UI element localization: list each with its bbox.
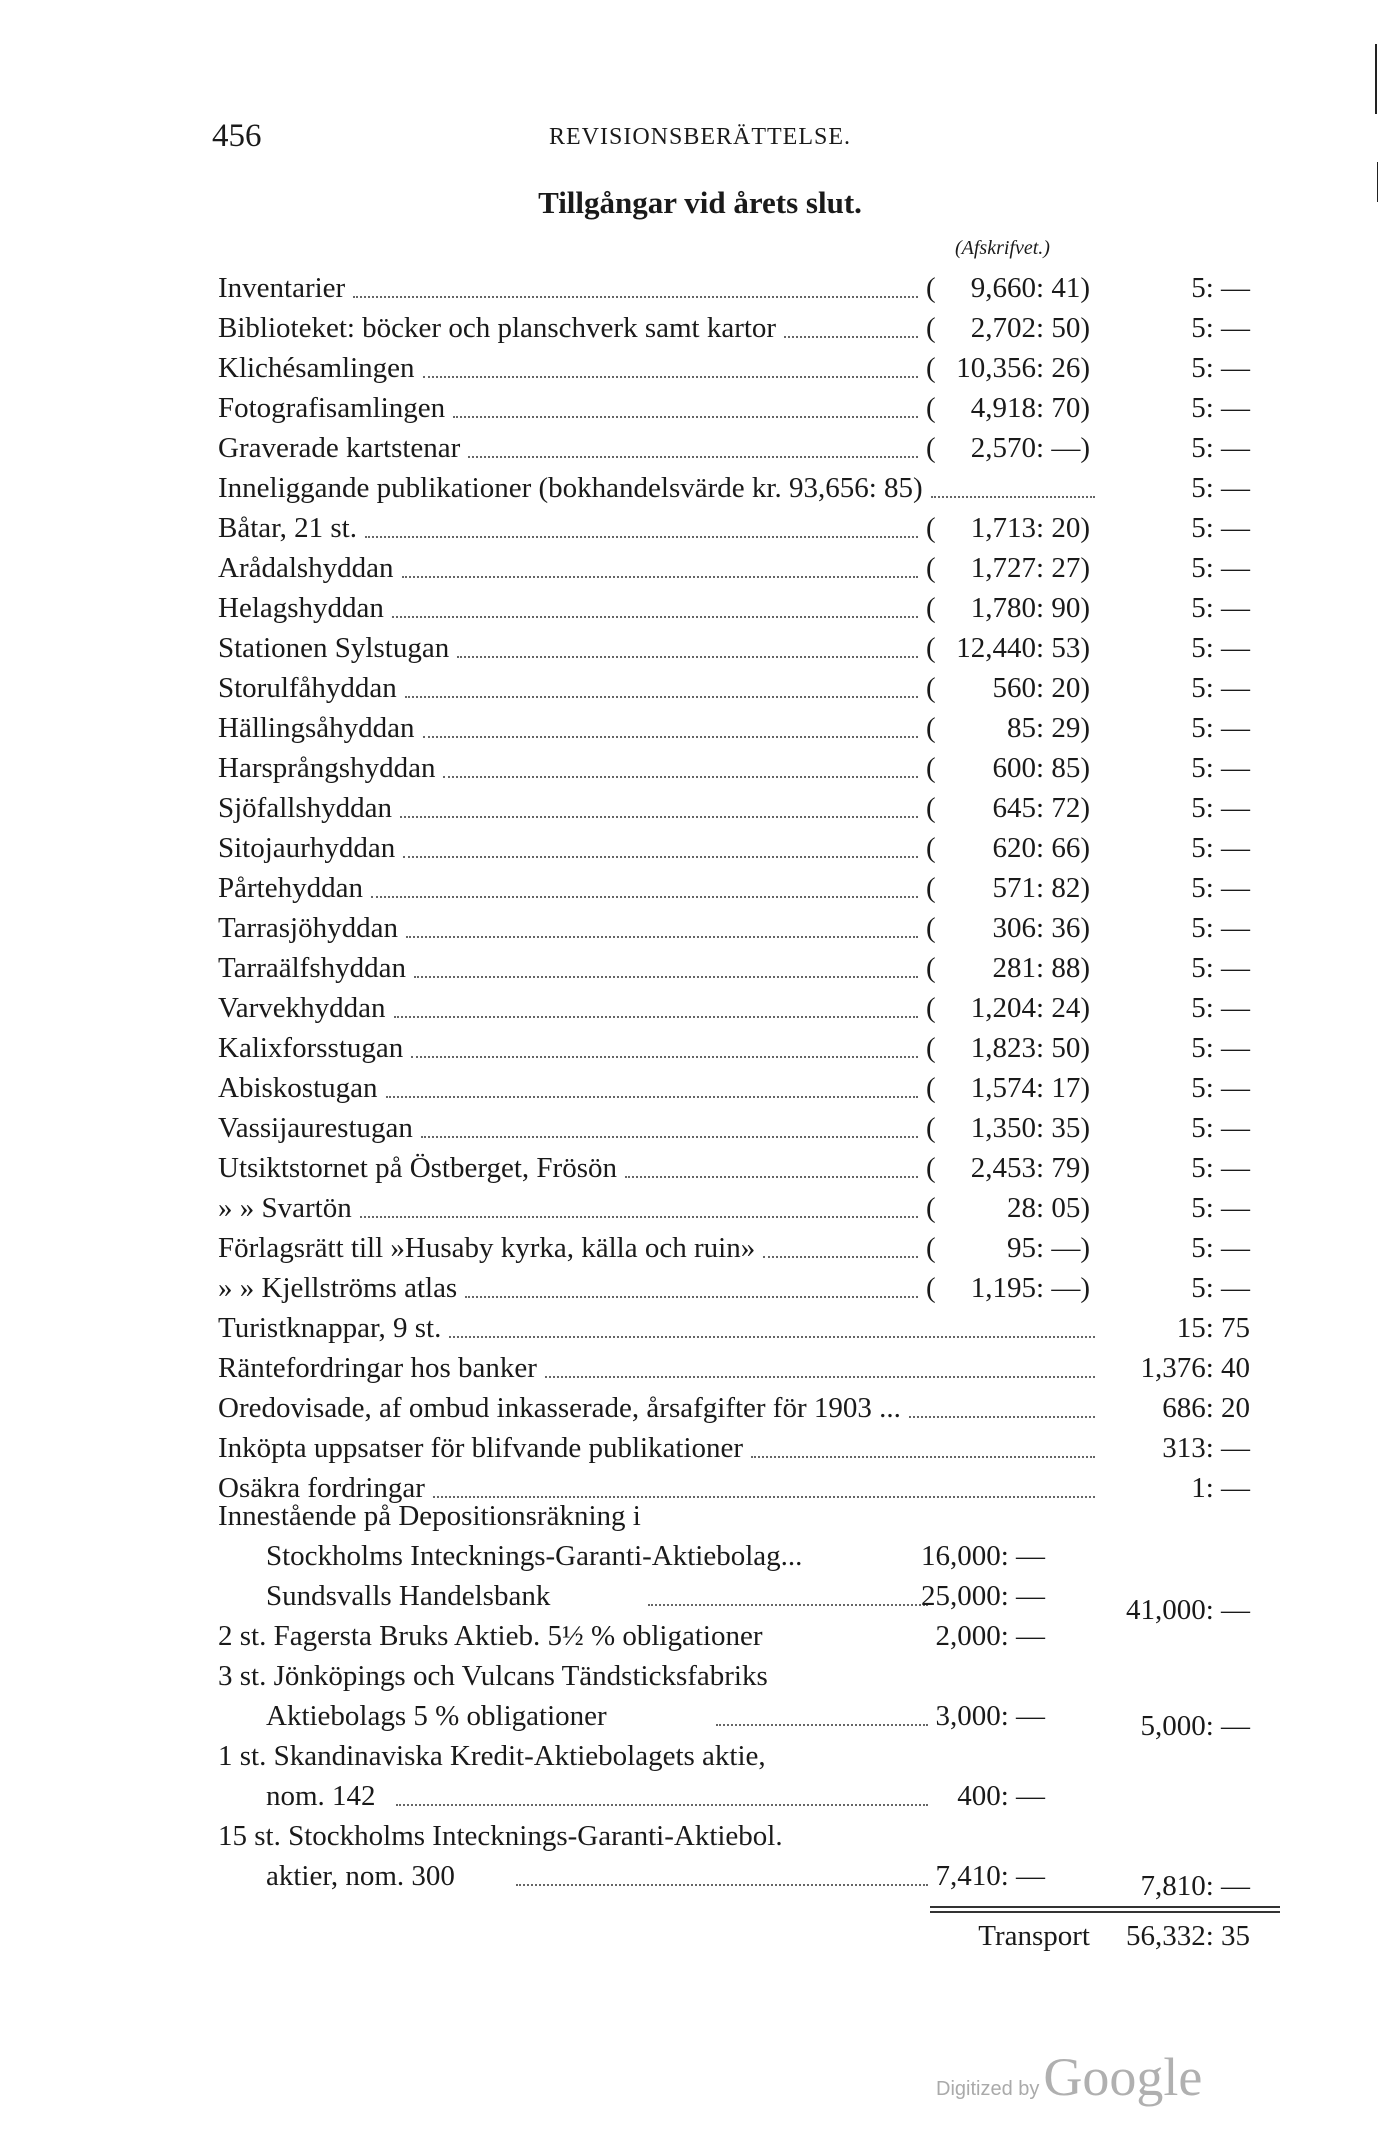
paren-open: (	[926, 1072, 936, 1104]
asset-row	[0, 1348, 1400, 1388]
share-skandinaviska-amount: 400: —	[957, 1780, 1045, 1812]
paren-open: (	[926, 1152, 936, 1184]
asset-row	[0, 508, 1400, 548]
paren-open: (	[926, 432, 936, 464]
sum-rule	[930, 1906, 1280, 1908]
asset-row	[0, 308, 1400, 348]
asset-label: Varvekhyddan	[218, 992, 386, 1024]
asset-label: Sitojaurhyddan	[218, 832, 396, 864]
leader-dots	[403, 856, 918, 858]
book-value: 5: —	[1191, 792, 1250, 824]
book-value: 5: —	[1191, 392, 1250, 424]
leader-dots	[457, 656, 918, 658]
book-value: 5: —	[1191, 512, 1250, 544]
written-off-value: 281: 88)	[992, 952, 1090, 984]
asset-row	[0, 668, 1400, 708]
asset-label: Abiskostugan	[218, 1072, 378, 1104]
book-value: 5: —	[1191, 752, 1250, 784]
leader-dots	[400, 816, 918, 818]
written-off-value: 620: 66)	[992, 832, 1090, 864]
written-off-value: 571: 82)	[992, 872, 1090, 904]
leader-dots	[468, 456, 918, 458]
book-value: 5: —	[1191, 1112, 1250, 1144]
bond-line-2	[0, 1656, 1400, 1696]
paren-open: (	[926, 1192, 936, 1224]
asset-label: Tarraälfshyddan	[218, 952, 406, 984]
asset-row	[0, 348, 1400, 388]
asset-label: Biblioteket: böcker och planschverk samt kartor	[218, 312, 777, 344]
asset-row	[0, 1428, 1400, 1468]
book-value: 5: —	[1191, 712, 1250, 744]
written-off-value: 9,660: 41)	[970, 272, 1090, 304]
share-skandinaviska: 1 st. Skandinaviska Kredit-Aktiebolagets aktie,	[218, 1740, 766, 1772]
leader-dots	[414, 976, 918, 978]
book-value: 5: —	[1191, 472, 1250, 504]
asset-label: Arådalshyddan	[218, 552, 394, 584]
book-value: 5: —	[1191, 872, 1250, 904]
transport-label: Transport	[978, 1920, 1090, 1952]
leader-dots	[931, 496, 1095, 498]
leader-dots	[909, 1416, 1095, 1418]
share-stockholms-amount: 7,410: —	[935, 1860, 1045, 1892]
deposit-bank-2: Sundsvalls Handelsbank	[266, 1580, 551, 1612]
share-stockholms-nom: aktier, nom. 300	[266, 1860, 455, 1892]
paren-open: (	[926, 792, 936, 824]
asset-label: Räntefordringar hos banker	[218, 1352, 537, 1384]
asset-row	[0, 428, 1400, 468]
asset-label: Osäkra fordringar	[218, 1472, 425, 1504]
written-off-value: 1,195: —)	[970, 1272, 1090, 1304]
paren-open: (	[926, 872, 936, 904]
paren-open: (	[926, 1112, 936, 1144]
section-title: Tillgångar vid årets slut.	[538, 185, 862, 220]
book-value: 313: —	[1162, 1432, 1250, 1464]
paren-open: (	[926, 632, 936, 664]
scan-edge-line	[1375, 44, 1377, 114]
deposit-heading-row	[0, 1496, 1400, 1536]
bond-fagersta: 2 st. Fagersta Bruks Aktieb. 5½ % obligationer	[218, 1620, 763, 1652]
google-logo: Google	[1043, 2047, 1203, 2107]
written-off-value: 1,204: 24)	[970, 992, 1090, 1024]
bond-jonkoping: 3 st. Jönköpings och Vulcans Tändsticksfabriks	[218, 1660, 768, 1692]
paren-open: (	[926, 312, 936, 344]
asset-row	[0, 948, 1400, 988]
asset-row	[0, 588, 1400, 628]
paren-open: (	[926, 952, 936, 984]
share-skandinaviska-nom: nom. 142	[266, 1780, 376, 1812]
paren-open: (	[926, 592, 936, 624]
page-number: 456	[212, 118, 262, 154]
book-value: 5: —	[1191, 1232, 1250, 1264]
asset-label: Helagshyddan	[218, 592, 384, 624]
asset-row	[0, 828, 1400, 868]
shares-total-row	[0, 1866, 1400, 1906]
leader-dots	[449, 1336, 1095, 1338]
written-off-value: 1,727: 27)	[970, 552, 1090, 584]
written-off-value: 1,823: 50)	[970, 1032, 1090, 1064]
leader-dots	[545, 1376, 1095, 1378]
asset-label: Harsprångshyddan	[218, 752, 436, 784]
bond-fagersta-amount: 2,000: —	[935, 1620, 1045, 1652]
leader-dots	[392, 616, 918, 618]
bond-line-1	[0, 1616, 1400, 1656]
bond-jonkoping-amount: 3,000: —	[935, 1700, 1045, 1732]
asset-row	[0, 1388, 1400, 1428]
shares-total: 7,810: —	[1140, 1870, 1250, 1902]
leader-dots	[396, 1804, 928, 1806]
asset-row	[0, 788, 1400, 828]
book-value: 5: —	[1191, 1032, 1250, 1064]
paren-open: (	[926, 992, 936, 1024]
sum-rule-2	[930, 1911, 1280, 1913]
book-value: 1: —	[1191, 1472, 1250, 1504]
asset-row	[0, 908, 1400, 948]
asset-row	[0, 988, 1400, 1028]
written-off-value: 1,713: 20)	[970, 512, 1090, 544]
leader-dots	[751, 1456, 1095, 1458]
asset-label: Oredovisade, af ombud inkasserade, årsafgifter för 1903 ...	[218, 1392, 901, 1424]
asset-row	[0, 1268, 1400, 1308]
asset-label: Tarrasjöhyddan	[218, 912, 398, 944]
written-off-value: 600: 85)	[992, 752, 1090, 784]
book-value: 5: —	[1191, 592, 1250, 624]
asset-label: Hällingsåhyddan	[218, 712, 415, 744]
leader-dots	[394, 1016, 918, 1018]
book-value: 5: —	[1191, 552, 1250, 584]
book-value: 5: —	[1191, 1072, 1250, 1104]
written-off-value: 1,780: 90)	[970, 592, 1090, 624]
leader-dots	[443, 776, 918, 778]
book-value: 5: —	[1191, 632, 1250, 664]
book-value: 5: —	[1191, 832, 1250, 864]
paren-open: (	[926, 1032, 936, 1064]
digitized-watermark	[936, 2046, 1202, 2108]
written-off-value: 10,356: 26)	[956, 352, 1090, 384]
book-value: 1,376: 40	[1140, 1352, 1250, 1384]
asset-row	[0, 1028, 1400, 1068]
deposit-line-1	[0, 1536, 1400, 1576]
asset-row	[0, 1068, 1400, 1108]
leader-dots	[402, 576, 918, 578]
paren-open: (	[926, 392, 936, 424]
book-value: 5: —	[1191, 352, 1250, 384]
written-off-value: 2,570: —)	[970, 432, 1090, 464]
written-off-value: 2,453: 79)	[970, 1152, 1090, 1184]
leader-dots	[625, 1176, 918, 1178]
bond-jonkoping-cont: Aktiebolags 5 % obligationer	[266, 1700, 607, 1732]
asset-label: Båtar, 21 st.	[218, 512, 357, 544]
asset-row	[0, 1228, 1400, 1268]
asset-label: Stationen Sylstugan	[218, 632, 450, 664]
share-line-1	[0, 1736, 1400, 1776]
leader-dots	[371, 896, 918, 898]
book-value: 5: —	[1191, 272, 1250, 304]
deposit-heading: Innestående på Depositionsräkning i	[218, 1500, 641, 1532]
asset-row	[0, 1148, 1400, 1188]
asset-label: » » Kjellströms atlas	[218, 1272, 458, 1304]
paren-open: (	[926, 512, 936, 544]
book-value: 5: —	[1191, 1272, 1250, 1304]
book-value: 5: —	[1191, 312, 1250, 344]
asset-label: Storulfåhyddan	[218, 672, 397, 704]
bonds-total: 5,000: —	[1140, 1710, 1250, 1742]
asset-row	[0, 1108, 1400, 1148]
written-off-value: 1,574: 17)	[970, 1072, 1090, 1104]
leader-dots	[405, 696, 918, 698]
written-off-value: 95: —)	[1007, 1232, 1090, 1264]
asset-label: Förlagsrätt till »Husaby kyrka, källa och ruin»	[218, 1232, 756, 1264]
leader-dots	[353, 296, 918, 298]
asset-row	[0, 868, 1400, 908]
paren-open: (	[926, 712, 936, 744]
asset-row	[0, 748, 1400, 788]
transport-row	[0, 1916, 1400, 1956]
written-off-value: 4,918: 70)	[970, 392, 1090, 424]
column-subtitle: (Afskrifvet.)	[955, 237, 1050, 259]
written-off-value: 2,702: 50)	[970, 312, 1090, 344]
book-value: 5: —	[1191, 992, 1250, 1024]
book-value: 5: —	[1191, 672, 1250, 704]
asset-row	[0, 1308, 1400, 1348]
watermark-prefix: Digitized by	[936, 2078, 1040, 2100]
asset-label: » » Svartön	[218, 1192, 352, 1224]
paren-open: (	[926, 352, 936, 384]
transport-amount: 56,332: 35	[1125, 1920, 1250, 1952]
asset-row	[0, 628, 1400, 668]
book-value: 5: —	[1191, 1192, 1250, 1224]
written-off-value: 560: 20)	[992, 672, 1090, 704]
leader-dots	[421, 1136, 918, 1138]
deposit-amount-1: 16,000: —	[920, 1540, 1045, 1572]
deposit-amount-2: 25,000: —	[920, 1580, 1045, 1612]
asset-label: Graverade kartstenar	[218, 432, 461, 464]
written-off-value: 12,440: 53)	[956, 632, 1090, 664]
asset-label: Klichésamlingen	[218, 352, 415, 384]
leader-dots	[465, 1296, 918, 1298]
leader-dots	[423, 736, 918, 738]
book-value: 5: —	[1191, 1152, 1250, 1184]
running-head: REVISIONSBERÄTTELSE.	[549, 124, 851, 150]
leader-dots	[784, 336, 918, 338]
paren-open: (	[926, 832, 936, 864]
asset-label: Turistknappar, 9 st.	[218, 1312, 442, 1344]
asset-label: Inventarier	[218, 272, 346, 304]
asset-label: Sjöfallshyddan	[218, 792, 392, 824]
written-off-value: 645: 72)	[992, 792, 1090, 824]
paren-open: (	[926, 272, 936, 304]
asset-row	[0, 268, 1400, 308]
book-value: 15: 75	[1176, 1312, 1250, 1344]
book-value: 5: —	[1191, 912, 1250, 944]
leader-dots	[365, 536, 918, 538]
asset-row	[0, 468, 1400, 508]
leader-dots	[406, 936, 918, 938]
leader-dots	[423, 376, 918, 378]
deposit-total: 41,000: —	[1125, 1594, 1250, 1626]
written-off-value: 306: 36)	[992, 912, 1090, 944]
asset-label: Fotografisamlingen	[218, 392, 446, 424]
share-line-3	[0, 1816, 1400, 1856]
asset-row	[0, 708, 1400, 748]
written-off-value: 28: 05)	[1007, 1192, 1090, 1224]
share-stockholms: 15 st. Stockholms Intecknings-Garanti-Aktiebol.	[218, 1820, 783, 1852]
share-line-2	[0, 1776, 1400, 1816]
asset-row	[0, 388, 1400, 428]
asset-label: Inköpta uppsatser för blifvande publikationer	[218, 1432, 744, 1464]
leader-dots	[763, 1256, 918, 1258]
asset-row	[0, 1188, 1400, 1228]
book-value: 5: —	[1191, 432, 1250, 464]
paren-open: (	[926, 912, 936, 944]
paren-open: (	[926, 672, 936, 704]
leader-dots	[386, 1096, 918, 1098]
asset-label: Pårtehyddan	[218, 872, 363, 904]
asset-label: Inneliggande publikationer (bokhandelsvärde kr. 93,656: 85)	[218, 472, 923, 504]
book-value: 686: 20	[1162, 1392, 1250, 1424]
asset-label: Utsiktstornet på Östberget, Frösön	[218, 1152, 617, 1184]
leader-dots	[411, 1056, 918, 1058]
paren-open: (	[926, 552, 936, 584]
book-value: 5: —	[1191, 952, 1250, 984]
paren-open: (	[926, 1232, 936, 1264]
leader-dots	[360, 1216, 918, 1218]
asset-label: Vassijaurestugan	[218, 1112, 413, 1144]
asset-label: Kalixforsstugan	[218, 1032, 404, 1064]
paren-open: (	[926, 752, 936, 784]
written-off-value: 1,350: 35)	[970, 1112, 1090, 1144]
written-off-value: 85: 29)	[1007, 712, 1090, 744]
asset-row	[0, 548, 1400, 588]
leader-dots	[453, 416, 918, 418]
deposit-bank-1: Stockholms Intecknings-Garanti-Aktiebolag...	[266, 1540, 803, 1572]
paren-open: (	[926, 1272, 936, 1304]
